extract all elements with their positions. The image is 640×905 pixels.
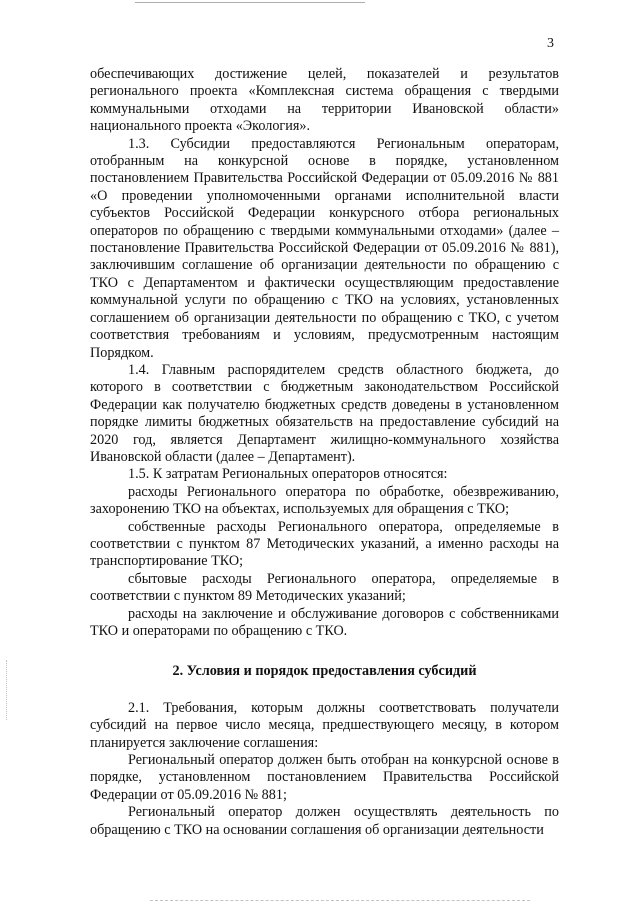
- requirement-competitive-selection: Региональный оператор должен быть отобран на конкурсной основе в порядке, установленном постановлением Правительства Российской Федерации от 05.09.2016 № 881;: [90, 752, 559, 803]
- list-item-sales-costs: сбытовые расходы Регионального оператора, определяемые в соответствии с пунктом 89 Методических указаний;: [90, 570, 559, 605]
- list-item-own-costs: собственные расходы Регионального оператора, определяемые в соответствии с пунктом 87 Методических указаний, а именно расходы на транспортирование ТКО;: [90, 518, 559, 570]
- section-heading: 2. Условия и порядок предоставления субсидий: [172, 663, 477, 680]
- list-item-processing-costs: расходы Регионального оператора по обработке, обезвреживанию, захоронению ТКО на объектах, используемых для обращения с ТКО;: [90, 483, 559, 518]
- paragraph-1-4: 1.4. Главным распорядителем средств областного бюджета, до которого в соответствии с бюджетным законодательством Российской Федерации как получателю бюджетных средств доведены в установленном порядке лимиты бюджетных обязательств на предоставление субсидий на 2020 год, является Департамент жилищно-коммунального хозяйства Ивановской области (далее – Департамент).: [90, 361, 559, 465]
- document-body: [90, 66, 559, 839]
- scan-edge-line-top: [135, 2, 365, 3]
- page-number: 3: [547, 36, 554, 51]
- paragraph-continuation: обеспечивающих достижение целей, показателей и результатов регионального проекта «Комплексная система обращения с твердыми коммунальными отходами на территории Ивановской области» национального проекта «Экология».: [90, 66, 559, 135]
- paragraph-1-5: 1.5. К затратам Региональных операторов относятся:: [128, 466, 448, 483]
- list-item-contract-costs: расходы на заключение и обслуживание договоров с собственниками ТКО и операторами по обращению с ТКО.: [90, 605, 559, 639]
- requirement-activity-agreement: Региональный оператор должен осуществлять деятельность по обращению с ТКО на основании соглашения об организации деятельности: [90, 804, 559, 838]
- paragraph-2-1: 2.1. Требования, которым должны соответствовать получатели субсидий на первое число месяца, предшествующего месяцу, в котором планируется заключение соглашения:: [90, 699, 559, 751]
- scan-edge-marks-left: [6, 660, 9, 720]
- paragraph-1-3: 1.3. Субсидии предоставляются Региональным операторам, отобранным на конкурсной основе в порядке, установленном постановлением Правительства Российской Федерации от 05.09.2016 № 881 «О проведении уполномоченными органами исполнительной власти субъектов Российской Федерации конкурсного отбора региональных операторов по обращению с твердыми коммунальными отходами» (далее – постановление Правительства Российской Федерации от 05.09.2016 № 881), заключившим соглашение об организации деятельности по обращению с ТКО с Департаментом и фактически осуществляющим предоставление коммунальной услуги по обращению с ТКО на условиях, установленных соглашением об организации деятельности по обращению с ТКО, с учетом соответствия требованиям и условиям, предусмотренным настоящим Порядком.: [90, 135, 559, 361]
- scan-edge-line-bottom: [150, 900, 530, 901]
